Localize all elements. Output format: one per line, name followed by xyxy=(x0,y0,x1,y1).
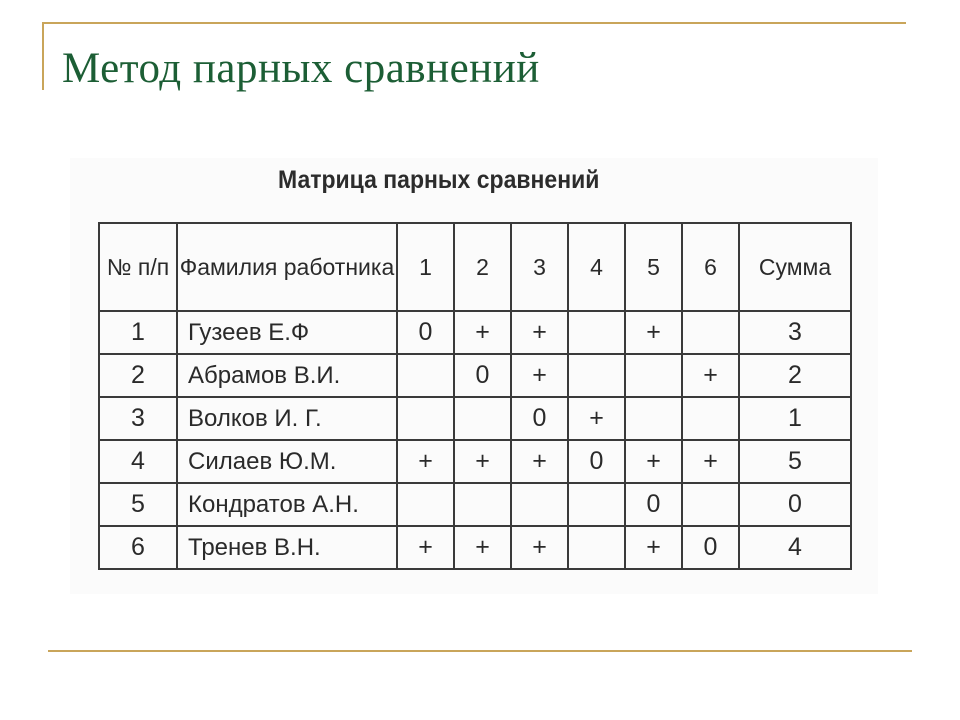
comparison-cell xyxy=(568,354,625,397)
employee-name: Тренев В.Н. xyxy=(177,526,397,569)
comparison-cell: 0 xyxy=(397,311,454,354)
comparison-cell xyxy=(682,483,739,526)
slide-title: Метод парных сравнений xyxy=(62,45,540,92)
comparison-cell: + xyxy=(511,440,568,483)
header-num: № п/п xyxy=(99,223,177,311)
table-row xyxy=(99,483,851,526)
row-number: 5 xyxy=(99,483,177,526)
row-sum: 1 xyxy=(739,397,851,440)
comparison-cell: + xyxy=(454,440,511,483)
employee-name: Силаев Ю.М. xyxy=(177,440,397,483)
header-col-1: 1 xyxy=(397,223,454,311)
table-row xyxy=(99,311,851,354)
header-col-5: 5 xyxy=(625,223,682,311)
row-sum: 2 xyxy=(739,354,851,397)
frame-vertical-line xyxy=(42,22,44,90)
comparison-cell: + xyxy=(568,397,625,440)
comparison-cell xyxy=(682,397,739,440)
comparison-cell: + xyxy=(682,354,739,397)
comparison-cell xyxy=(397,483,454,526)
header-name: Фамилия работника xyxy=(177,223,397,311)
comparison-cell: + xyxy=(682,440,739,483)
comparison-cell xyxy=(568,483,625,526)
row-sum: 0 xyxy=(739,483,851,526)
comparison-matrix xyxy=(98,222,852,570)
comparison-cell xyxy=(397,397,454,440)
table-row xyxy=(99,397,851,440)
comparison-cell: + xyxy=(511,354,568,397)
comparison-cell xyxy=(397,354,454,397)
employee-name: Кондратов А.Н. xyxy=(177,483,397,526)
comparison-cell xyxy=(454,483,511,526)
comparison-cell xyxy=(625,397,682,440)
comparison-cell: + xyxy=(397,440,454,483)
matrix-body xyxy=(99,311,851,569)
row-number: 6 xyxy=(99,526,177,569)
comparison-cell xyxy=(682,311,739,354)
row-sum: 3 xyxy=(739,311,851,354)
header-sum: Сумма xyxy=(739,223,851,311)
employee-name: Абрамов В.И. xyxy=(177,354,397,397)
comparison-cell: + xyxy=(454,526,511,569)
employee-name: Гузеев Е.Ф xyxy=(177,311,397,354)
comparison-cell xyxy=(454,397,511,440)
comparison-cell xyxy=(511,483,568,526)
frame-top-line xyxy=(42,22,906,24)
comparison-cell: 0 xyxy=(625,483,682,526)
comparison-cell: 0 xyxy=(454,354,511,397)
header-col-4: 4 xyxy=(568,223,625,311)
comparison-cell: 0 xyxy=(568,440,625,483)
comparison-cell: + xyxy=(397,526,454,569)
comparison-cell: + xyxy=(454,311,511,354)
comparison-cell xyxy=(625,354,682,397)
comparison-cell: + xyxy=(625,440,682,483)
comparison-cell: 0 xyxy=(682,526,739,569)
comparison-cell: + xyxy=(625,311,682,354)
comparison-cell: + xyxy=(511,526,568,569)
row-number: 4 xyxy=(99,440,177,483)
comparison-cell: + xyxy=(625,526,682,569)
row-sum: 5 xyxy=(739,440,851,483)
matrix-title: Матрица парных сравнений xyxy=(278,166,600,194)
header-col-2: 2 xyxy=(454,223,511,311)
row-number: 3 xyxy=(99,397,177,440)
comparison-cell xyxy=(568,311,625,354)
employee-name: Волков И. Г. xyxy=(177,397,397,440)
frame-bottom-line xyxy=(48,650,912,652)
row-number: 1 xyxy=(99,311,177,354)
row-sum: 4 xyxy=(739,526,851,569)
comparison-cell: + xyxy=(511,311,568,354)
header-col-3: 3 xyxy=(511,223,568,311)
comparison-cell xyxy=(568,526,625,569)
header-row xyxy=(99,223,851,311)
table-row xyxy=(99,526,851,569)
comparison-cell: 0 xyxy=(511,397,568,440)
header-col-6: 6 xyxy=(682,223,739,311)
table-row xyxy=(99,354,851,397)
row-number: 2 xyxy=(99,354,177,397)
table-row xyxy=(99,440,851,483)
